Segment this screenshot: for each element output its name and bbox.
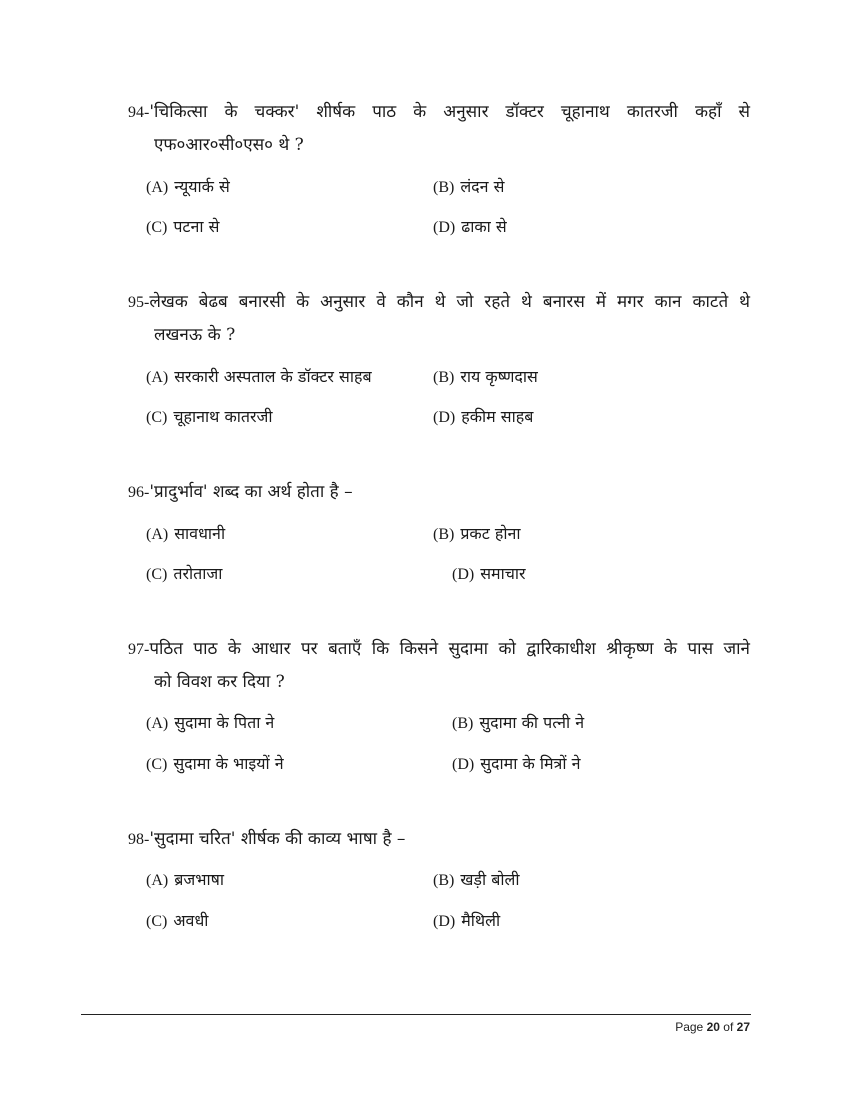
option-d[interactable]: (D) ढाका से — [433, 217, 507, 236]
option-c[interactable]: (C) सुदामा के भाइयों ने — [146, 754, 284, 773]
question-number: 97- — [128, 641, 150, 658]
option-c[interactable]: (C) पटना से — [146, 217, 220, 236]
option-a[interactable]: (A) सरकारी अस्पताल के डॉक्टर साहब — [146, 367, 372, 386]
question-number: 98- — [128, 831, 150, 848]
option-b[interactable]: (B) खड़ी बोली — [433, 870, 520, 889]
question-text-line1: 'प्रादुर्भाव' शब्द का अर्थ होता है – — [149, 482, 353, 502]
option-b[interactable]: (B) सुदामा की पत्नी ने — [452, 713, 585, 732]
option-d[interactable]: (D) समाचार — [452, 564, 526, 583]
option-a[interactable]: (A) ब्रजभाषा — [146, 870, 225, 889]
option-c[interactable]: (C) तरोताजा — [146, 564, 223, 583]
question-text-line1: 'सुदामा चरित' शीर्षक की काव्य भाषा है – — [149, 829, 406, 849]
question-text-line2: लखनऊ के ? — [154, 325, 236, 345]
option-d[interactable]: (D) सुदामा के मित्रों ने — [452, 754, 581, 773]
option-a[interactable]: (A) सुदामा के पिता ने — [146, 713, 275, 732]
option-b[interactable]: (B) लंदन से — [433, 177, 505, 196]
question-95 — [128, 286, 750, 351]
question-94 — [128, 96, 750, 161]
option-c[interactable]: (C) अवधी — [146, 911, 209, 930]
option-d[interactable]: (D) हकीम साहब — [433, 407, 534, 426]
question-number: 94- — [128, 104, 150, 121]
question-97 — [128, 633, 750, 698]
option-a[interactable]: (A) सावधानी — [146, 524, 226, 543]
option-d[interactable]: (D) मैथिली — [433, 911, 501, 930]
page-number: Page 20 of 27 — [675, 1020, 750, 1034]
question-text-line1: पठित पाठ के आधार पर बताएँ कि किसने सुदामा को द्वारिकाधीश श्रीकृष्ण के पास जाने — [149, 639, 750, 659]
question-number: 95- — [128, 294, 150, 311]
question-number: 96- — [128, 484, 150, 501]
option-b[interactable]: (B) राय कृष्णदास — [433, 367, 538, 386]
question-text-line1: 'चिकित्सा के चक्कर' शीर्षक पाठ के अनुसार डॉक्टर चूहानाथ कातरजी कहाँ से — [149, 102, 750, 122]
footer-divider — [81, 1014, 751, 1015]
option-b[interactable]: (B) प्रकट होना — [433, 524, 521, 543]
question-text-line1: लेखक बेढब बनारसी के अनुसार वे कौन थे जो रहते थे बनारस में मगर कान काटते थे — [149, 292, 750, 312]
option-c[interactable]: (C) चूहानाथ कातरजी — [146, 407, 273, 426]
option-a[interactable]: (A) न्यूयार्क से — [146, 177, 230, 196]
question-text-line2: एफ०आर०सी०एस० थे ? — [154, 135, 304, 155]
question-96 — [128, 476, 750, 509]
question-98 — [128, 823, 750, 856]
question-text-line2: को विवश कर दिया ? — [154, 672, 285, 692]
